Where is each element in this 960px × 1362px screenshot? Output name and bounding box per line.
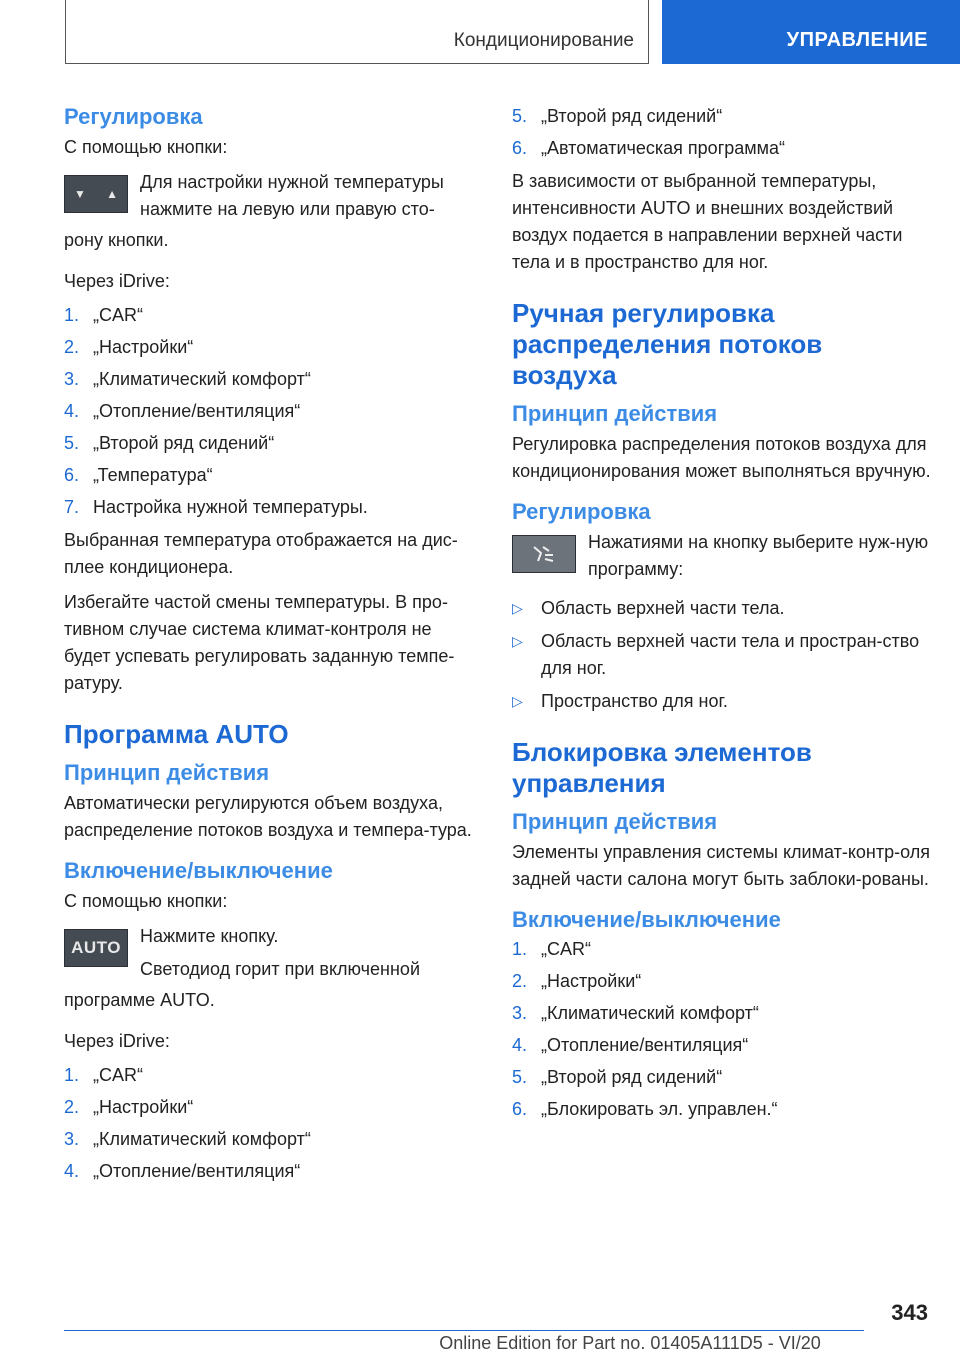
- chapter-title: УПРАВЛЕНИЕ: [786, 29, 928, 51]
- list-item: 6. „Температура“: [64, 465, 213, 485]
- section-title: Кондиционирование: [453, 30, 634, 51]
- auto-button-image: [64, 929, 128, 967]
- list-item: 2. „Настройки“: [64, 337, 194, 357]
- para-via-idrive: Через iDrive:: [64, 271, 170, 291]
- right-column: [512, 104, 932, 1129]
- heading-regulation: Регулировка: [512, 499, 651, 524]
- list-item: 4. „Отопление/вентиляция“: [512, 1035, 749, 1055]
- para-avoid: Избегайте частой смены температуры. В про-тивном случае система климат-контроля не будет успевать регулировать заданную темпе-ратуру.: [64, 592, 455, 693]
- triangle-bullet-icon: ▷: [512, 633, 523, 649]
- list-item: 3. „Климатический комфорт“: [512, 1003, 759, 1023]
- arrow-up-icon: ▲: [106, 187, 118, 201]
- steps-list-auto: [64, 1063, 479, 1183]
- air-programs-list: [512, 595, 932, 715]
- heading-principle-2: Принцип действия: [512, 809, 718, 834]
- heading-regulation: Регулировка: [64, 104, 203, 129]
- list-item: 6. „Автоматическая программа“: [512, 138, 786, 158]
- heading-principle: Принцип действия: [512, 401, 718, 426]
- auto-led-text: Светодиод горит при включенной: [140, 959, 420, 979]
- list-item: ▷ Область верхней части тела.: [512, 595, 932, 622]
- para-via-idrive-2: Через iDrive:: [64, 1031, 170, 1051]
- para-depending: В зависимости от выбранной температуры, интенсивности AUTO и внешних воздействий воздух подается в направлении верхней части тела и в пространство для ног.: [512, 171, 903, 272]
- air-button-row: [512, 529, 932, 583]
- list-item: 1. „CAR“: [64, 305, 143, 325]
- section-tab: [65, 0, 649, 64]
- temp-button-text-cont: рону кнопки.: [64, 230, 169, 250]
- temp-arrows-button-image: [64, 175, 128, 213]
- list-item: 4. „Отопление/вентиляция“: [64, 401, 301, 421]
- steps-list-lock: [512, 937, 932, 1121]
- steps-list-auto-cont: [512, 104, 932, 160]
- para-with-buttons-2: С помощью кнопки:: [64, 891, 228, 911]
- temp-button-text: Для настройки нужной температуры нажмите на левую или правую сто-: [140, 172, 444, 219]
- auto-led-text-cont: программе AUTO.: [64, 990, 215, 1010]
- list-item: 5. „Второй ряд сидений“: [512, 106, 723, 126]
- footer-edition: Online Edition for Part no. 01405A111D5 - VI/20: [439, 1333, 821, 1353]
- list-item: ▷ Область верхней части тела и простран-ство для ног.: [512, 628, 932, 682]
- list-item: 5. „Второй ряд сидений“: [512, 1067, 723, 1087]
- para-manual-desc: Регулировка распределения потоков воздуха для кондиционирования может выполняться вручную.: [512, 434, 931, 481]
- list-item: 1. „CAR“: [512, 939, 591, 959]
- heading-auto-program: Программа AUTO: [64, 719, 289, 749]
- page-number: 343: [891, 1300, 928, 1325]
- chapter-tab: [662, 0, 960, 64]
- list-item: 1. „CAR“: [64, 1065, 143, 1085]
- para-lock-desc: Элементы управления системы климат-контр-оля задней части салона могут быть заблоки-рованы.: [512, 842, 930, 889]
- list-item: 3. „Климатический комфорт“: [64, 1129, 311, 1149]
- list-item: 7. Настройка нужной температуры.: [64, 497, 368, 517]
- list-item: 2. „Настройки“: [512, 971, 642, 991]
- auto-press-text: Нажмите кнопку.: [140, 926, 279, 946]
- footer-divider: [64, 1330, 864, 1331]
- heading-manual-distribution: Ручная регулировка распределения потоков воздуха: [512, 298, 823, 390]
- air-button-text: Нажатиями на кнопку выберите нуж-ную программу:: [588, 532, 929, 579]
- list-item: 5. „Второй ряд сидений“: [64, 433, 275, 453]
- left-column: [64, 100, 479, 1191]
- page-header: [0, 0, 960, 66]
- heading-lock-controls: Блокировка элементов управления: [512, 737, 812, 798]
- air-distribution-button-image: [512, 535, 576, 573]
- list-item: 6. „Блокировать эл. управлен.“: [512, 1099, 778, 1119]
- list-item: 3. „Климатический комфорт“: [64, 369, 311, 389]
- steps-list-temperature: [64, 303, 479, 519]
- list-item: ▷ Пространство для ног.: [512, 688, 932, 715]
- heading-principle: Принцип действия: [64, 760, 270, 785]
- auto-button-row: [64, 923, 479, 983]
- list-item: 4. „Отопление/вентиляция“: [64, 1161, 301, 1181]
- para-auto-desc: Автоматически регулируются объем воздуха, распределение потоков воздуха и темпера-тура.: [64, 793, 472, 840]
- air-distribution-icon: [529, 543, 559, 565]
- list-item: 2. „Настройки“: [64, 1097, 194, 1117]
- heading-onoff-2: Включение/выключение: [512, 907, 781, 932]
- arrow-down-icon: ▼: [74, 187, 86, 201]
- triangle-bullet-icon: ▷: [512, 600, 523, 616]
- para-displayed: Выбранная температура отображается на дис-плее кондиционера.: [64, 530, 458, 577]
- heading-onoff: Включение/выключение: [64, 858, 333, 883]
- temp-button-row: [64, 169, 479, 223]
- para-with-buttons: С помощью кнопки:: [64, 137, 228, 157]
- triangle-bullet-icon: ▷: [512, 693, 523, 709]
- auto-label: AUTO: [71, 938, 121, 957]
